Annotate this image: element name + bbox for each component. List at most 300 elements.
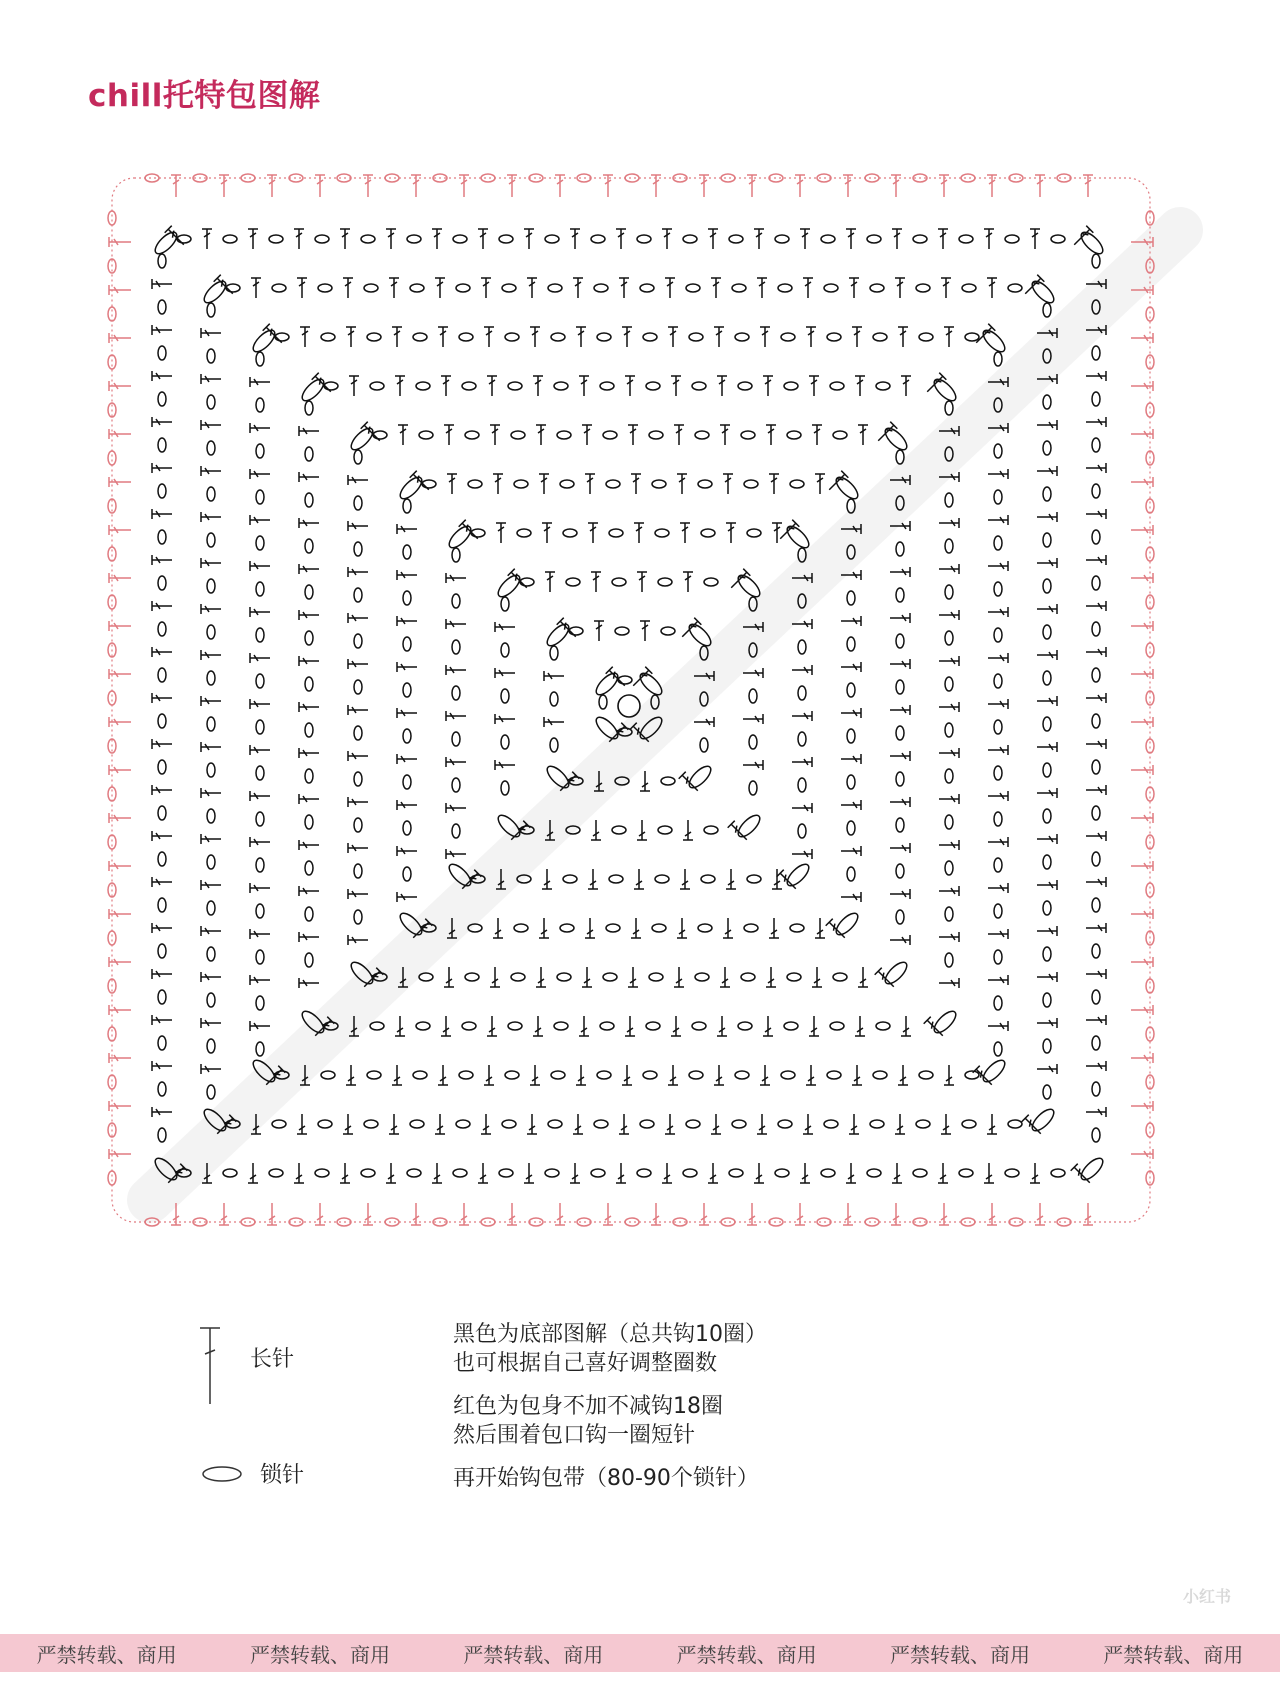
double-crochet-stitch <box>397 892 417 902</box>
chain-stitch <box>501 643 509 657</box>
chain-stitch <box>108 1171 116 1185</box>
chain-stitch <box>256 398 264 412</box>
chain-stitch <box>158 576 166 590</box>
double-crochet-stitch <box>634 869 644 889</box>
chain-stitch <box>931 1008 959 1036</box>
double-crochet-stitch <box>397 524 417 534</box>
chain-stitch <box>744 924 758 932</box>
double-crochet-stitch <box>397 570 417 580</box>
chain-stitch <box>158 392 166 406</box>
chain-stitch <box>158 484 166 498</box>
double-crochet-stitch <box>1086 647 1106 657</box>
double-crochet-stitch <box>1086 463 1106 473</box>
double-crochet-stitch <box>1086 877 1106 887</box>
double-crochet-stitch <box>250 837 270 847</box>
chain-stitch <box>481 1218 495 1226</box>
chain-stitch <box>256 812 264 826</box>
double-crochet-stitch <box>152 463 172 473</box>
chain-stitch <box>959 1169 973 1177</box>
double-crochet-stitch <box>1086 1061 1106 1071</box>
chain-stitch <box>158 990 166 1004</box>
double-crochet-stitch <box>1022 275 1045 298</box>
legend-double-crochet <box>196 1326 294 1406</box>
chain-stitch <box>410 1120 424 1128</box>
double-crochet-stitch <box>674 967 684 987</box>
chain-stitch <box>882 959 910 987</box>
double-crochet-stitch <box>988 515 1008 525</box>
chain-stitch <box>683 235 697 243</box>
double-crochet-stitch <box>490 425 500 445</box>
chain-stitch <box>145 174 159 182</box>
double-crochet-stitch <box>530 1065 540 1085</box>
chain-stitch <box>501 781 509 795</box>
double-crochet-stitch <box>892 1163 902 1183</box>
corner-watermark: 小红书 <box>1183 1587 1232 1606</box>
chain-stitch <box>207 1039 215 1053</box>
double-crochet-stitch <box>890 935 910 945</box>
double-crochet-stitch <box>890 797 910 807</box>
chain-stitch <box>1092 990 1100 1004</box>
double-crochet-stitch <box>348 475 368 485</box>
double-crochet-stitch <box>165 226 188 249</box>
double-crochet-stitch <box>619 278 629 298</box>
chain-stitch <box>778 284 792 292</box>
chain-stitch <box>566 578 580 586</box>
double-crochet-stitch <box>202 229 212 249</box>
chain-stitch <box>550 692 558 706</box>
chain-stitch <box>321 333 335 341</box>
double-crochet-stitch <box>397 662 417 672</box>
double-crochet-stitch <box>754 229 764 249</box>
chain-stitch <box>1043 855 1051 869</box>
chain-stitch <box>550 646 558 660</box>
chain-stitch <box>354 542 362 556</box>
chain-stitch <box>272 284 286 292</box>
instructions <box>453 1320 767 1507</box>
chain-stitch <box>1043 579 1051 593</box>
chain-stitch <box>593 670 621 698</box>
double-crochet-stitch <box>524 229 534 249</box>
chain-stitch <box>744 480 758 488</box>
double-crochet-stitch <box>294 229 304 249</box>
chain-stitch <box>1092 760 1100 774</box>
chain-stitch <box>784 382 798 390</box>
double-crochet-stitch <box>714 327 724 347</box>
chain-stitch <box>606 480 620 488</box>
chain-stitch <box>321 1071 335 1079</box>
chain-stitch <box>649 431 663 439</box>
double-crochet-stitch <box>530 327 540 347</box>
double-crochet-stitch <box>294 1163 304 1183</box>
chain-stitch <box>499 235 513 243</box>
double-crochet-stitch <box>299 886 319 896</box>
chain-stitch <box>798 640 806 654</box>
chain-stitch <box>158 1128 166 1142</box>
double-crochet-stitch <box>1037 604 1057 614</box>
chain-stitch <box>962 284 976 292</box>
double-crochet-stitch <box>1022 1115 1045 1138</box>
chain-stitch <box>305 631 313 645</box>
chain-stitch <box>456 1120 470 1128</box>
chain-stitch <box>896 864 904 878</box>
chain-stitch <box>452 824 460 838</box>
double-crochet-stitch <box>901 376 911 396</box>
double-crochet-stitch <box>973 324 996 347</box>
chain-stitch <box>945 631 953 645</box>
double-crochet-stitch <box>441 376 451 396</box>
double-crochet-stitch <box>1037 420 1057 430</box>
chain-stitch <box>1043 809 1051 823</box>
chain-stitch <box>305 953 313 967</box>
double-crochet-stitch <box>348 843 368 853</box>
chain-stitch <box>1051 235 1065 243</box>
chain-stitch <box>158 852 166 866</box>
chain-stitch <box>354 588 362 602</box>
chain-stitch <box>557 973 571 981</box>
double-crochet-stitch <box>152 785 172 795</box>
chain-stitch <box>201 278 229 306</box>
double-crochet-stitch <box>668 327 678 347</box>
chain-stitch <box>919 333 933 341</box>
double-crochet-stitch <box>250 653 270 663</box>
double-crochet-stitch <box>625 376 635 396</box>
chain-stitch <box>652 924 666 932</box>
double-crochet-stitch <box>299 932 319 942</box>
chain-stitch <box>354 772 362 786</box>
double-crochet-stitch <box>665 1114 675 1134</box>
chain-stitch <box>781 333 795 341</box>
double-crochet-stitch <box>250 561 270 571</box>
chain-stitch <box>318 1120 332 1128</box>
chain-stitch <box>637 1169 651 1177</box>
chain-stitch <box>945 815 953 829</box>
chain-stitch <box>821 1169 835 1177</box>
double-crochet-stitch <box>988 561 1008 571</box>
double-crochet-stitch <box>478 1163 488 1183</box>
chain-stitch <box>269 235 283 243</box>
double-crochet-stitch <box>640 771 650 791</box>
chain-stitch <box>896 450 904 464</box>
chain-stitch <box>158 898 166 912</box>
chain-stitch <box>686 284 700 292</box>
double-crochet-stitch <box>432 229 442 249</box>
double-crochet-stitch <box>890 613 910 623</box>
double-crochet-stitch <box>677 474 687 494</box>
double-crochet-stitch <box>694 717 714 727</box>
legend-label: 长针 <box>250 1346 295 1372</box>
double-crochet-stitch <box>988 791 1008 801</box>
double-crochet-stitch <box>576 327 586 347</box>
chain-stitch <box>551 1071 565 1079</box>
double-crochet-stitch <box>395 376 405 396</box>
chain-stitch <box>735 333 749 341</box>
diagonal-watermark <box>150 230 1180 1200</box>
chain-stitch <box>465 973 479 981</box>
chain-stitch <box>1043 1039 1051 1053</box>
double-crochet-stitch <box>1030 1163 1040 1183</box>
chain-stitch <box>1043 763 1051 777</box>
double-crochet-stitch <box>389 1114 399 1134</box>
double-crochet-stitch <box>800 229 810 249</box>
double-crochet-stitch <box>984 1163 994 1183</box>
chain-stitch <box>784 1022 798 1030</box>
chain-stitch <box>790 924 804 932</box>
double-crochet-stitch <box>250 745 270 755</box>
chain-stitch <box>775 1169 789 1177</box>
chain-stitch <box>481 174 495 182</box>
chain-stitch <box>701 529 715 537</box>
chain-stitch <box>152 229 180 257</box>
double-crochet-stitch <box>895 278 905 298</box>
chain-stitch <box>1051 1169 1065 1177</box>
double-crochet-stitch <box>726 869 736 889</box>
chain-stitch <box>612 826 626 834</box>
double-crochet-stitch <box>665 278 675 298</box>
double-crochet-stitch <box>795 175 805 197</box>
chain-stitch <box>207 671 215 685</box>
chain-stitch <box>847 591 855 605</box>
chain-stitch <box>1146 787 1154 801</box>
double-crochet-stitch <box>315 175 325 197</box>
double-crochet-stitch <box>524 1163 534 1183</box>
chain-stitch <box>452 732 460 746</box>
chain-stitch <box>551 333 565 341</box>
double-crochet-stitch <box>579 1016 589 1036</box>
double-crochet-stitch <box>490 967 500 987</box>
double-crochet-stitch <box>766 425 776 445</box>
chain-stitch <box>315 235 329 243</box>
chain-stitch <box>655 875 669 883</box>
double-crochet-stitch <box>555 175 565 197</box>
chain-stitch <box>453 1169 467 1177</box>
double-crochet-stitch <box>988 469 1008 479</box>
chain-stitch <box>749 735 757 749</box>
double-crochet-stitch <box>1131 333 1153 343</box>
chain-stitch <box>548 1120 562 1128</box>
double-crochet-stitch <box>939 886 959 896</box>
chain-stitch <box>207 855 215 869</box>
double-crochet-stitch <box>800 1163 810 1183</box>
chain-stitch <box>686 1120 700 1128</box>
double-crochet-stitch <box>348 889 368 899</box>
double-crochet-stitch <box>591 572 601 592</box>
chain-stitch <box>790 480 804 488</box>
chain-stitch <box>1092 668 1100 682</box>
chain-stitch <box>994 996 1002 1010</box>
chain-stitch <box>1146 883 1154 897</box>
chain-stitch <box>847 729 855 743</box>
double-crochet-stitch <box>435 278 445 298</box>
chain-stitch <box>1043 441 1051 455</box>
chain-stitch <box>361 1169 375 1177</box>
double-crochet-stitch <box>792 803 812 813</box>
chain-stitch <box>830 382 844 390</box>
chain-stitch <box>354 818 362 832</box>
note-paragraph <box>453 1392 767 1450</box>
double-crochet-stitch <box>444 967 454 987</box>
chain-stitch <box>896 910 904 924</box>
double-crochet-stitch <box>855 1016 865 1036</box>
chain-stitch <box>873 333 887 341</box>
double-crochet-stitch <box>446 757 466 767</box>
double-crochet-stitch <box>576 1065 586 1085</box>
double-crochet-stitch <box>348 521 368 531</box>
double-crochet-stitch <box>849 1114 859 1134</box>
chain-stitch <box>698 480 712 488</box>
double-crochet-stitch <box>766 967 776 987</box>
double-crochet-stitch <box>941 1114 951 1134</box>
note-line: 红色为包身不加不减钩18圈 <box>453 1394 723 1419</box>
double-crochet-stitch <box>892 229 902 249</box>
double-crochet-stitch <box>152 969 172 979</box>
chain-stitch <box>1146 643 1154 657</box>
chain-stitch <box>385 1218 399 1226</box>
double-crochet-stitch <box>809 1016 819 1036</box>
chain-stitch <box>158 714 166 728</box>
double-crochet-stitch <box>343 278 353 298</box>
chain-stitch <box>207 303 215 317</box>
chain-stitch <box>207 763 215 777</box>
chain-stitch <box>729 1169 743 1177</box>
double-crochet-stitch <box>1086 785 1106 795</box>
double-crochet-stitch <box>582 967 592 987</box>
double-crochet-stitch <box>890 659 910 669</box>
chain-stitch <box>1092 438 1100 452</box>
chain-stitch <box>207 717 215 731</box>
chain-stitch <box>824 284 838 292</box>
chain-stitch <box>824 1120 838 1128</box>
double-crochet-stitch <box>349 376 359 396</box>
chain-stitch <box>354 450 362 464</box>
chain-stitch <box>403 821 411 835</box>
chain-stitch <box>1005 1169 1019 1177</box>
double-crochet-stitch <box>1030 229 1040 249</box>
double-crochet-stitch <box>152 279 172 289</box>
double-crochet-stitch <box>410 471 433 494</box>
double-crochet-stitch <box>251 278 261 298</box>
double-crochet-stitch <box>987 1114 997 1134</box>
double-crochet-stitch <box>939 748 959 758</box>
chain-stitch <box>945 953 953 967</box>
double-crochet-stitch <box>348 613 368 623</box>
chain-stitch <box>545 1169 559 1177</box>
chain-stitch <box>495 572 523 600</box>
double-crochet-stitch <box>720 967 730 987</box>
chain-stitch <box>994 582 1002 596</box>
double-crochet-stitch <box>792 711 812 721</box>
double-crochet-stitch <box>446 803 466 813</box>
chain-stitch <box>640 1120 654 1128</box>
double-crochet-stitch <box>723 918 733 938</box>
chain-stitch <box>784 861 812 889</box>
chain-stitch <box>961 1218 975 1226</box>
magic-ring <box>618 695 640 717</box>
double-crochet-stitch <box>1086 693 1106 703</box>
double-crochet-stitch <box>1086 969 1106 979</box>
double-crochet-stitch <box>622 1065 632 1085</box>
chain-stitch <box>594 1120 608 1128</box>
double-crochet-stitch <box>152 923 172 933</box>
chain-stitch <box>505 333 519 341</box>
chain-stitch <box>597 333 611 341</box>
double-crochet-stitch <box>795 1203 805 1225</box>
chain-stitch <box>1092 1036 1100 1050</box>
chain-stitch <box>459 333 473 341</box>
double-crochet-stitch <box>711 1114 721 1134</box>
chain-stitch <box>721 1218 735 1226</box>
chain-stitch <box>913 235 927 243</box>
chain-stitch <box>721 174 735 182</box>
chain-stitch <box>465 431 479 439</box>
double-crochet-stitch <box>760 1065 770 1085</box>
chain-stitch <box>403 637 411 651</box>
double-crochet-stitch <box>348 659 368 669</box>
double-crochet-stitch <box>631 918 641 938</box>
double-crochet-stitch <box>890 751 910 761</box>
double-crochet-stitch <box>939 702 959 712</box>
chain-stitch <box>873 1071 887 1079</box>
double-crochet-stitch <box>588 869 598 889</box>
double-crochet-stitch <box>939 794 959 804</box>
chain-stitch <box>945 861 953 875</box>
double-crochet-stitch <box>1086 371 1106 381</box>
double-crochet-stitch <box>591 820 601 840</box>
chain-stitch <box>403 499 411 513</box>
double-crochet-stitch <box>1037 880 1057 890</box>
chain-stitch <box>108 451 116 465</box>
chain-stitch <box>241 1218 255 1226</box>
double-crochet-stitch <box>446 619 466 629</box>
double-crochet-stitch <box>299 748 319 758</box>
chain-stitch <box>407 235 421 243</box>
chain-stitch <box>695 431 709 439</box>
chain-stitch <box>272 1120 286 1128</box>
chain-stitch <box>557 431 571 439</box>
chain-stitch <box>403 591 411 605</box>
chain-stitch <box>612 578 626 586</box>
chain-stitch <box>207 947 215 961</box>
chain-stitch <box>1146 499 1154 513</box>
chain-stitch <box>1092 254 1100 268</box>
chain-stitch <box>158 622 166 636</box>
chain-stitch <box>833 973 847 981</box>
double-crochet-stitch <box>496 523 506 543</box>
chain-stitch <box>945 677 953 691</box>
chain-stitch <box>256 950 264 964</box>
chain-stitch <box>625 1218 639 1226</box>
chain-stitch <box>916 284 930 292</box>
chain-stitch <box>913 1169 927 1177</box>
chain-stitch <box>821 235 835 243</box>
chain-stitch <box>354 680 362 694</box>
chain-stitch <box>593 714 621 742</box>
chain-stitch <box>701 875 715 883</box>
chain-stitch <box>1043 1085 1051 1099</box>
double-crochet-stitch <box>297 1114 307 1134</box>
double-crochet-stitch <box>152 1015 172 1025</box>
chain-stitch <box>1092 714 1100 728</box>
double-crochet-stitch <box>346 1065 356 1085</box>
chain-stitch <box>315 1169 329 1177</box>
chain-stitch <box>207 993 215 1007</box>
chain-stitch <box>108 835 116 849</box>
chain-stitch <box>686 763 714 791</box>
double-crochet-stitch <box>683 820 693 840</box>
chain-stitch <box>223 1169 237 1177</box>
chain-stitch <box>916 1120 930 1128</box>
chain-stitch <box>354 910 362 924</box>
chain-stitch <box>1043 901 1051 915</box>
